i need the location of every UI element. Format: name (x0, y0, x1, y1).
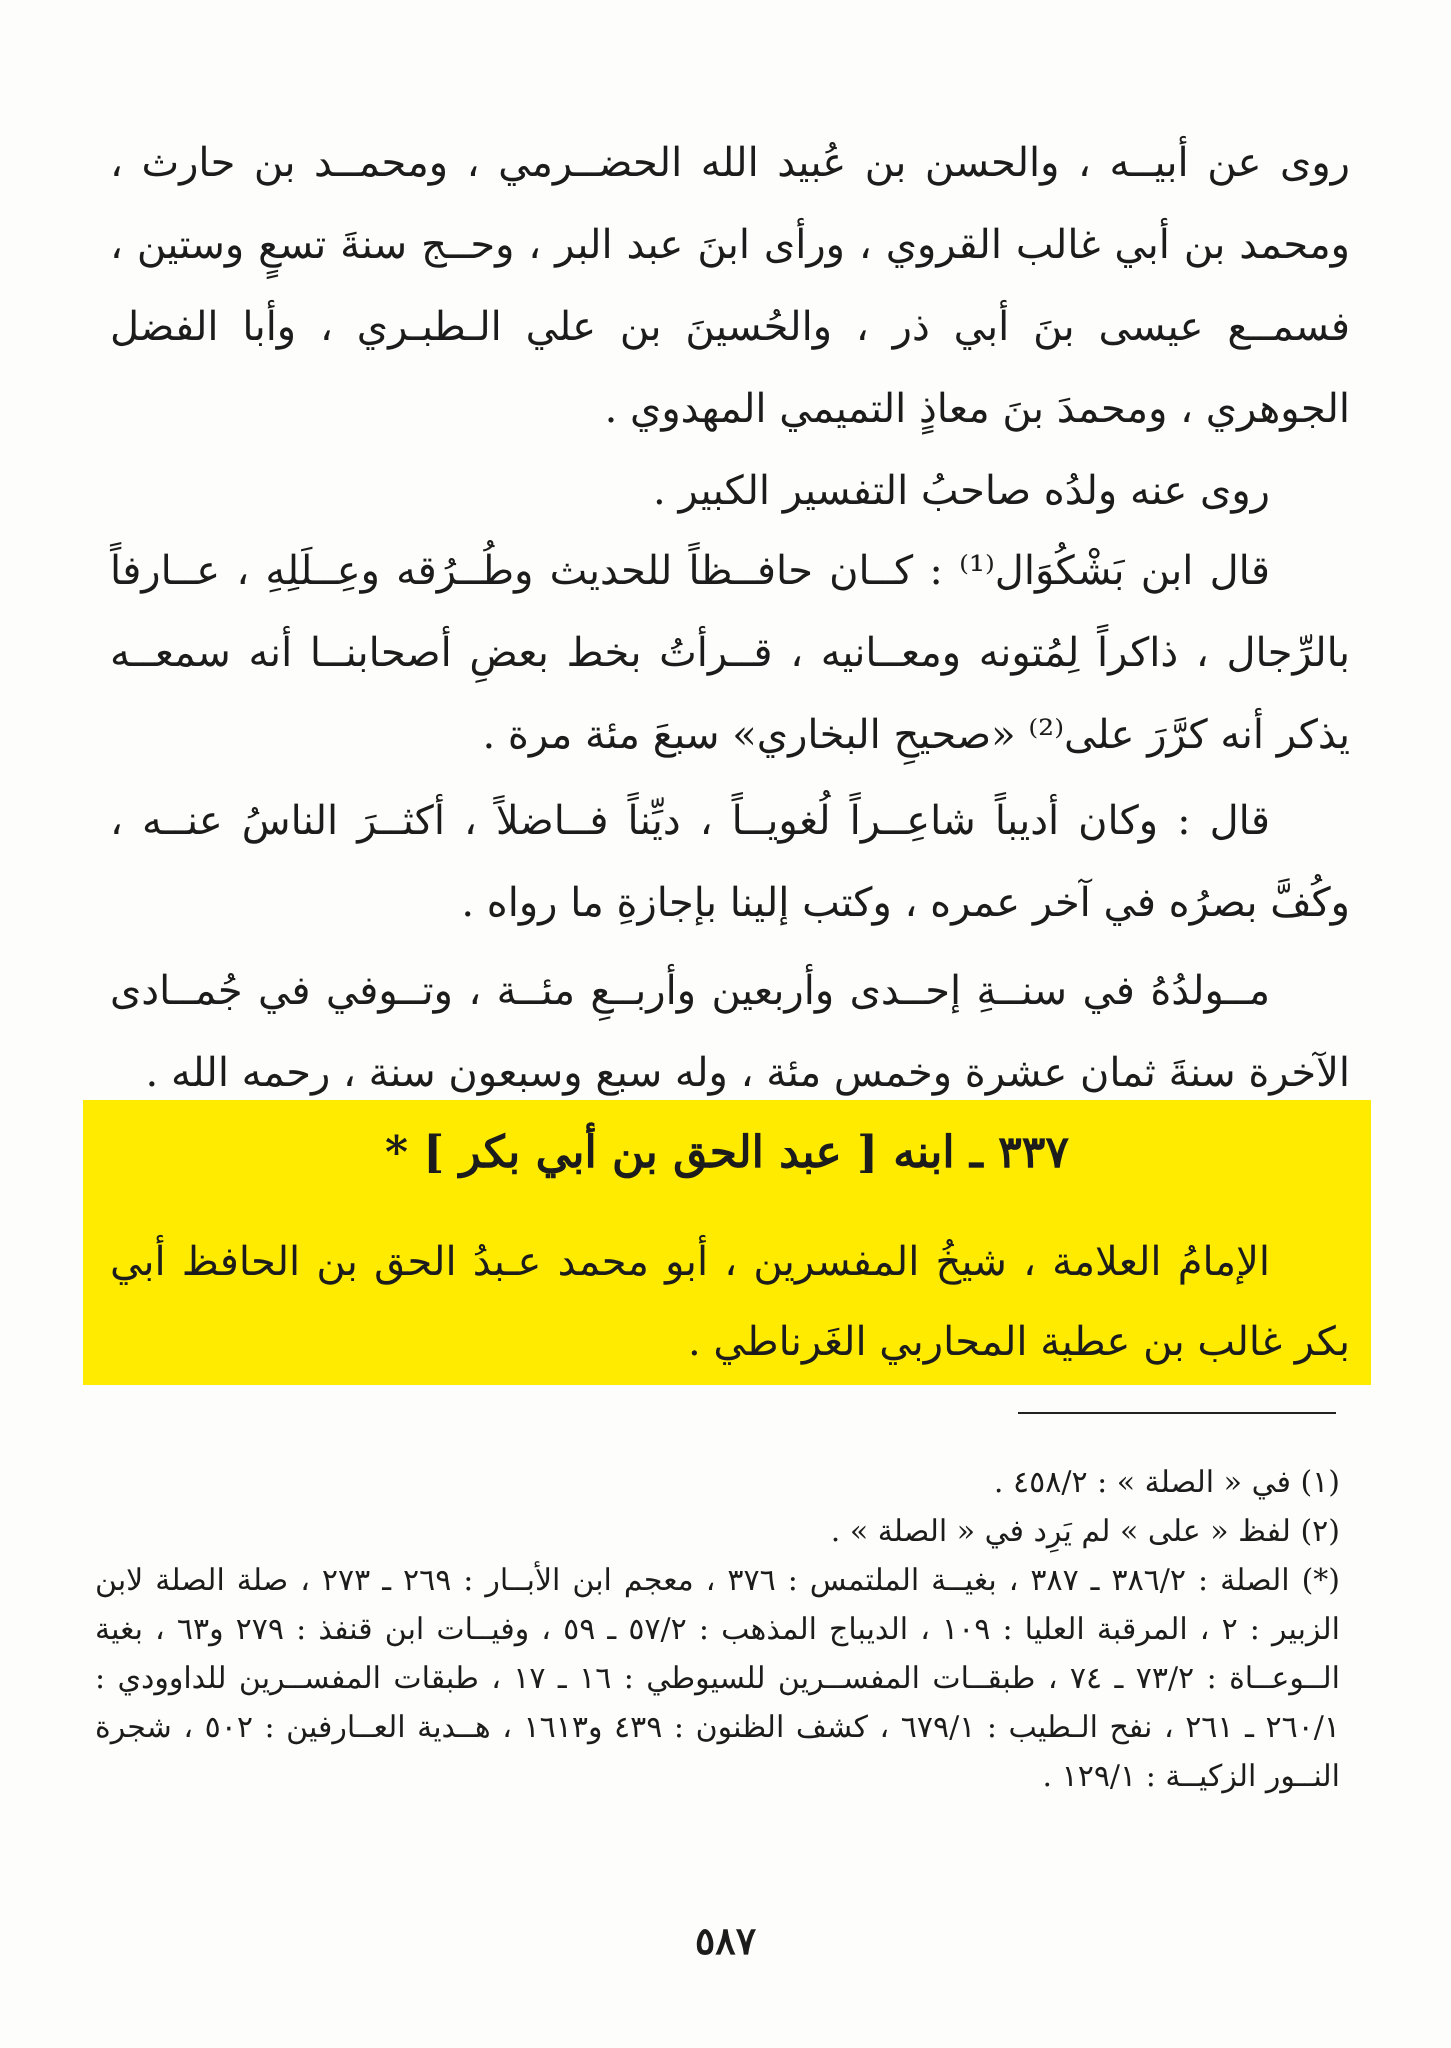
entry-title: ٣٣٧ ـ ابنه [ عبد الحق بن أبي بكر ] * (384, 1127, 1070, 1178)
footnote-sources: (*) الصلة : ٣٨٦/٢ ـ ٣٨٧ ، بغيــة الملتمس : ٣٧٦ ، معجم ابن الأبــار : ٢٦٩ ـ ٢٧٣ ، صلة الصلة لابن الزبير : ٢ ، المرقبة العليا : ١٠٩ ، الديباج المذهب : ٥٧/٢ ـ ٥٩ ، وفيــات ابن قنفذ : ٢٧٩ و٦٣ ، بغية الــوعــاة : ٧٣/٢ ـ ٧٤ ، طبقــات المفســرين للسيوطي : ١٦ ـ ١٧ ، طبقات المفســرين للداوودي : ٢٦٠/١ ـ ٢٦١ ، نفح الـطيب : ٦٧٩/١ ، كشف الظنون : ٤٣٩ و١٦١٣ ، هــدية العــارفين : ٥٠٢ ، شجرة النــور الزكيــة : ١٢٩/١ . (95, 1563, 1341, 1794)
footnotes (95, 1458, 1340, 1801)
footnote-divider (1018, 1412, 1336, 1414)
page-number: ٥٨٧ (694, 1918, 757, 1963)
paragraph-birth-death: مــولدُهُ في سنــةِ إحــدى وأربعين وأربــعِ مئــة ، وتــوفي في جُمــادى الآخرة سنةَ ثمان عشرة وخمس مئة ، وله سبع وسبعون سنة ، رحمه الله . (110, 968, 1350, 1096)
paragraph-description: قال : وكان أديباً شاعِــراً لُغويــاً ، ديِّناً فــاضلاً ، أكثــرَ الناسُ عنــه ، وكُفَّ بصرُه في آخر عمره ، وكتب إلينا بإجازةِ ما رواه . (110, 798, 1350, 926)
footnote-1: (١) في « الصلة » : ٤٥٨/٢ . (993, 1465, 1340, 1500)
paragraph-son-narrated: روى عنه ولدُه صاحبُ التفسير الكبير . (653, 468, 1270, 514)
paragraph-ibn-bashkuwal: قال ابن بَشْكُوَال⁽¹⁾ : كــان حافــظاً للحديث وطُــرُقه وعِــلَلِهِ ، عــارفاً بالرِّجال ، ذاكراً لِمُتونه ومعــانيه ، قــرأتُ بخط بعضِ أصحابنــا أنه سمعــه يذكر أنه كرَّرَ على⁽²⁾ «صحيحِ البخاري» سبعَ مئة مرة . (110, 548, 1350, 758)
paragraph-narrators: روى عن أبيــه ، والحسن بن عُبيد الله الحضــرمي ، ومحمــد بن حارث ، ومحمد بن أبي غالب القروي ، ورأى ابنَ عبد البر ، وحــج سنةَ تسعٍ وستين ، فسمــع عيسى بنَ أبي ذر ، والحُسينَ بن علي الـطبـري ، وأبا الفضل الجوهري ، ومحمدَ بنَ معاذٍ التميمي المهدوي . (110, 140, 1350, 432)
entry-text: الإمامُ العلامة ، شيخُ المفسرين ، أبو محمد عـبدُ الحق بن الحافظ أبي بكر غالب بن عطية المحاربي الغَرناطي . (110, 1239, 1350, 1365)
footnote-2: (٢) لفظ « على » لم يَرِد في « الصلة » . (830, 1514, 1340, 1549)
